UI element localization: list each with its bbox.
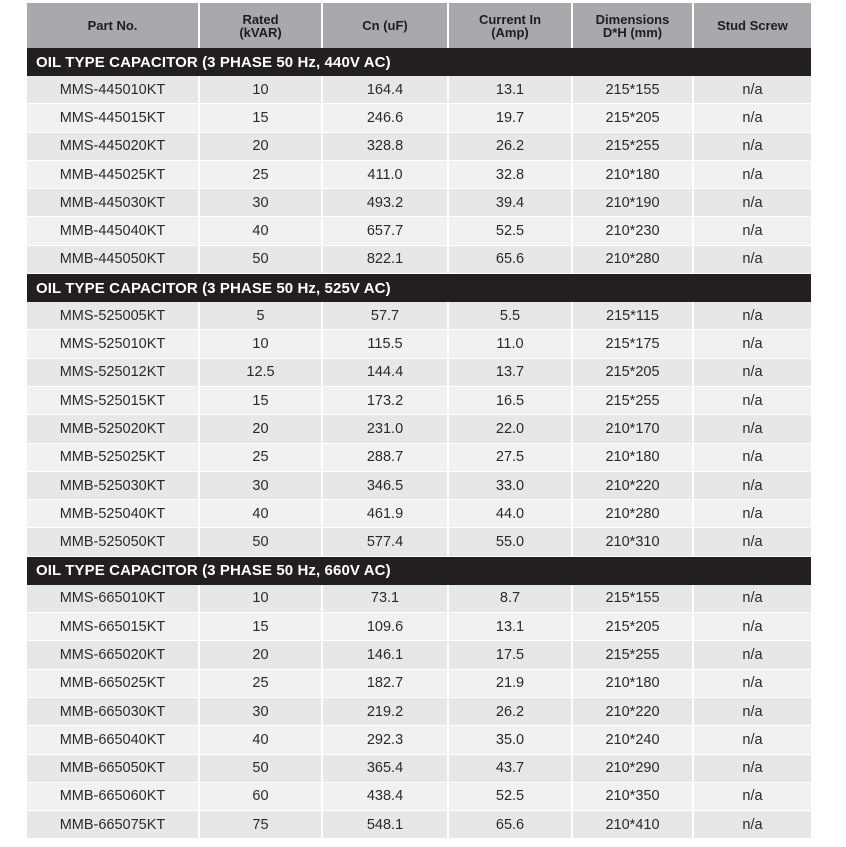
cell-rated-kvar: 25 <box>199 443 322 471</box>
cell-dimensions: 210*180 <box>572 160 693 188</box>
cell-dimensions: 210*290 <box>572 754 693 782</box>
table-row <box>27 386 811 414</box>
cell-part-no: MMS-665020KT <box>27 641 199 669</box>
cell-current-amp: 5.5 <box>448 302 572 330</box>
capacitor-spec-table-container <box>27 3 811 839</box>
cell-cn-uf: 657.7 <box>322 217 448 245</box>
cell-current-amp: 52.5 <box>448 782 572 810</box>
cell-current-amp: 35.0 <box>448 726 572 754</box>
cell-cn-uf: 146.1 <box>322 641 448 669</box>
cell-stud-screw: n/a <box>693 471 811 499</box>
cell-dimensions: 215*155 <box>572 76 693 104</box>
section-header-row <box>27 556 811 585</box>
cell-current-amp: 44.0 <box>448 500 572 528</box>
cell-current-amp: 43.7 <box>448 754 572 782</box>
table-row <box>27 697 811 725</box>
cell-rated-kvar: 15 <box>199 104 322 132</box>
cell-part-no: MMS-665015KT <box>27 613 199 641</box>
cell-part-no: MMS-525012KT <box>27 358 199 386</box>
cell-part-no: MMB-525040KT <box>27 500 199 528</box>
cell-cn-uf: 493.2 <box>322 189 448 217</box>
table-row <box>27 358 811 386</box>
cell-current-amp: 26.2 <box>448 697 572 725</box>
cell-rated-kvar: 12.5 <box>199 358 322 386</box>
cell-dimensions: 210*180 <box>572 443 693 471</box>
section-header-row <box>27 274 811 303</box>
cell-dimensions: 210*410 <box>572 811 693 839</box>
table-row <box>27 585 811 613</box>
header-cn <box>322 3 448 48</box>
cell-cn-uf: 548.1 <box>322 811 448 839</box>
cell-stud-screw: n/a <box>693 811 811 839</box>
cell-stud-screw: n/a <box>693 443 811 471</box>
cell-dimensions: 215*255 <box>572 132 693 160</box>
cell-part-no: MMB-665025KT <box>27 669 199 697</box>
cell-dimensions: 210*240 <box>572 726 693 754</box>
cell-dimensions: 210*220 <box>572 697 693 725</box>
cell-cn-uf: 57.7 <box>322 302 448 330</box>
cell-stud-screw: n/a <box>693 132 811 160</box>
cell-current-amp: 33.0 <box>448 471 572 499</box>
cell-dimensions: 215*115 <box>572 302 693 330</box>
cell-current-amp: 65.6 <box>448 245 572 273</box>
cell-cn-uf: 411.0 <box>322 160 448 188</box>
cell-dimensions: 210*170 <box>572 415 693 443</box>
cell-part-no: MMB-525025KT <box>27 443 199 471</box>
cell-dimensions: 215*255 <box>572 641 693 669</box>
cell-cn-uf: 365.4 <box>322 754 448 782</box>
table-row <box>27 471 811 499</box>
cell-cn-uf: 292.3 <box>322 726 448 754</box>
cell-dimensions: 215*205 <box>572 613 693 641</box>
header-rated-line2: (kVAR) <box>239 24 282 40</box>
cell-dimensions: 210*180 <box>572 669 693 697</box>
table-row <box>27 104 811 132</box>
cell-rated-kvar: 25 <box>199 160 322 188</box>
table-row <box>27 726 811 754</box>
table-header <box>27 3 811 48</box>
cell-part-no: MMB-525030KT <box>27 471 199 499</box>
cell-cn-uf: 288.7 <box>322 443 448 471</box>
header-cn-label: Cn (uF) <box>362 18 408 33</box>
cell-rated-kvar: 5 <box>199 302 322 330</box>
cell-part-no: MMB-665030KT <box>27 697 199 725</box>
cell-stud-screw: n/a <box>693 302 811 330</box>
header-dimensions-line2: D*H (mm) <box>602 24 663 40</box>
header-current-line1: Current In <box>478 11 542 27</box>
cell-stud-screw: n/a <box>693 669 811 697</box>
cell-current-amp: 11.0 <box>448 330 572 358</box>
cell-rated-kvar: 10 <box>199 330 322 358</box>
cell-rated-kvar: 60 <box>199 782 322 810</box>
header-stud-screw-label: Stud Screw <box>717 18 788 33</box>
table-row <box>27 245 811 273</box>
header-rated <box>199 3 322 48</box>
cell-cn-uf: 346.5 <box>322 471 448 499</box>
cell-current-amp: 55.0 <box>448 528 572 556</box>
table-row <box>27 641 811 669</box>
cell-stud-screw: n/a <box>693 613 811 641</box>
cell-rated-kvar: 40 <box>199 217 322 245</box>
header-part-no <box>27 3 199 48</box>
cell-stud-screw: n/a <box>693 500 811 528</box>
cell-current-amp: 27.5 <box>448 443 572 471</box>
cell-rated-kvar: 10 <box>199 585 322 613</box>
table-row <box>27 330 811 358</box>
table-row <box>27 500 811 528</box>
cell-stud-screw: n/a <box>693 585 811 613</box>
cell-dimensions: 210*350 <box>572 782 693 810</box>
cell-part-no: MMB-665050KT <box>27 754 199 782</box>
cell-cn-uf: 144.4 <box>322 358 448 386</box>
table-row <box>27 443 811 471</box>
cell-current-amp: 17.5 <box>448 641 572 669</box>
cell-part-no: MMS-445015KT <box>27 104 199 132</box>
cell-dimensions: 210*310 <box>572 528 693 556</box>
cell-stud-screw: n/a <box>693 726 811 754</box>
table-row <box>27 76 811 104</box>
cell-cn-uf: 822.1 <box>322 245 448 273</box>
table-row <box>27 415 811 443</box>
table-row <box>27 754 811 782</box>
cell-cn-uf: 328.8 <box>322 132 448 160</box>
cell-part-no: MMB-525050KT <box>27 528 199 556</box>
section-title: OIL TYPE CAPACITOR (3 PHASE 50 Hz, 660V AC) <box>27 556 811 585</box>
cell-cn-uf: 577.4 <box>322 528 448 556</box>
cell-cn-uf: 231.0 <box>322 415 448 443</box>
cell-rated-kvar: 50 <box>199 754 322 782</box>
cell-cn-uf: 164.4 <box>322 76 448 104</box>
cell-part-no: MMS-445010KT <box>27 76 199 104</box>
cell-stud-screw: n/a <box>693 358 811 386</box>
section-header-row <box>27 48 811 76</box>
cell-current-amp: 21.9 <box>448 669 572 697</box>
cell-cn-uf: 219.2 <box>322 697 448 725</box>
cell-stud-screw: n/a <box>693 330 811 358</box>
cell-rated-kvar: 30 <box>199 471 322 499</box>
cell-current-amp: 26.2 <box>448 132 572 160</box>
table-row <box>27 160 811 188</box>
cell-rated-kvar: 40 <box>199 500 322 528</box>
cell-current-amp: 19.7 <box>448 104 572 132</box>
cell-part-no: MMB-445050KT <box>27 245 199 273</box>
table-row <box>27 302 811 330</box>
cell-part-no: MMB-445025KT <box>27 160 199 188</box>
cell-part-no: MMB-665060KT <box>27 782 199 810</box>
table-row <box>27 132 811 160</box>
cell-current-amp: 22.0 <box>448 415 572 443</box>
cell-part-no: MMB-665075KT <box>27 811 199 839</box>
cell-rated-kvar: 10 <box>199 76 322 104</box>
cell-rated-kvar: 25 <box>199 669 322 697</box>
cell-dimensions: 210*220 <box>572 471 693 499</box>
cell-cn-uf: 173.2 <box>322 386 448 414</box>
cell-stud-screw: n/a <box>693 104 811 132</box>
cell-stud-screw: n/a <box>693 782 811 810</box>
table-row <box>27 669 811 697</box>
cell-rated-kvar: 20 <box>199 132 322 160</box>
cell-dimensions: 215*205 <box>572 104 693 132</box>
header-current-line2: (Amp) <box>491 24 529 40</box>
cell-rated-kvar: 15 <box>199 386 322 414</box>
header-row <box>27 3 811 48</box>
cell-cn-uf: 438.4 <box>322 782 448 810</box>
header-part-no-label: Part No. <box>87 18 138 33</box>
cell-rated-kvar: 20 <box>199 415 322 443</box>
cell-stud-screw: n/a <box>693 189 811 217</box>
cell-cn-uf: 182.7 <box>322 669 448 697</box>
cell-stud-screw: n/a <box>693 76 811 104</box>
cell-current-amp: 13.1 <box>448 613 572 641</box>
cell-current-amp: 13.1 <box>448 76 572 104</box>
header-rated-line1: Rated <box>242 11 279 27</box>
capacitor-spec-table <box>27 3 811 839</box>
cell-stud-screw: n/a <box>693 754 811 782</box>
header-stud-screw <box>693 3 811 48</box>
cell-rated-kvar: 40 <box>199 726 322 754</box>
cell-rated-kvar: 15 <box>199 613 322 641</box>
cell-current-amp: 8.7 <box>448 585 572 613</box>
cell-stud-screw: n/a <box>693 641 811 669</box>
cell-dimensions: 215*155 <box>572 585 693 613</box>
cell-cn-uf: 115.5 <box>322 330 448 358</box>
cell-part-no: MMS-525010KT <box>27 330 199 358</box>
cell-part-no: MMB-445040KT <box>27 217 199 245</box>
cell-stud-screw: n/a <box>693 697 811 725</box>
cell-part-no: MMS-665010KT <box>27 585 199 613</box>
cell-stud-screw: n/a <box>693 415 811 443</box>
cell-current-amp: 65.6 <box>448 811 572 839</box>
cell-dimensions: 210*280 <box>572 500 693 528</box>
cell-current-amp: 13.7 <box>448 358 572 386</box>
cell-current-amp: 52.5 <box>448 217 572 245</box>
cell-rated-kvar: 30 <box>199 697 322 725</box>
cell-rated-kvar: 75 <box>199 811 322 839</box>
table-body <box>27 48 811 839</box>
cell-part-no: MMS-525005KT <box>27 302 199 330</box>
table-row <box>27 217 811 245</box>
cell-dimensions: 215*255 <box>572 386 693 414</box>
cell-dimensions: 210*190 <box>572 189 693 217</box>
table-row <box>27 189 811 217</box>
cell-part-no: MMB-665040KT <box>27 726 199 754</box>
cell-dimensions: 210*280 <box>572 245 693 273</box>
cell-cn-uf: 246.6 <box>322 104 448 132</box>
cell-dimensions: 215*205 <box>572 358 693 386</box>
table-row <box>27 782 811 810</box>
cell-stud-screw: n/a <box>693 217 811 245</box>
cell-part-no: MMB-525020KT <box>27 415 199 443</box>
cell-stud-screw: n/a <box>693 160 811 188</box>
table-row <box>27 811 811 839</box>
cell-cn-uf: 461.9 <box>322 500 448 528</box>
cell-current-amp: 39.4 <box>448 189 572 217</box>
cell-dimensions: 215*175 <box>572 330 693 358</box>
header-dimensions <box>572 3 693 48</box>
cell-stud-screw: n/a <box>693 245 811 273</box>
cell-rated-kvar: 50 <box>199 245 322 273</box>
cell-part-no: MMS-525015KT <box>27 386 199 414</box>
cell-rated-kvar: 20 <box>199 641 322 669</box>
cell-rated-kvar: 30 <box>199 189 322 217</box>
section-title: OIL TYPE CAPACITOR (3 PHASE 50 Hz, 440V AC) <box>27 48 811 76</box>
cell-current-amp: 32.8 <box>448 160 572 188</box>
cell-cn-uf: 109.6 <box>322 613 448 641</box>
cell-part-no: MMB-445030KT <box>27 189 199 217</box>
header-current <box>448 3 572 48</box>
cell-stud-screw: n/a <box>693 528 811 556</box>
cell-cn-uf: 73.1 <box>322 585 448 613</box>
cell-current-amp: 16.5 <box>448 386 572 414</box>
table-row <box>27 613 811 641</box>
cell-part-no: MMS-445020KT <box>27 132 199 160</box>
cell-stud-screw: n/a <box>693 386 811 414</box>
section-title: OIL TYPE CAPACITOR (3 PHASE 50 Hz, 525V AC) <box>27 274 811 303</box>
header-dimensions-line1: Dimensions <box>595 11 670 27</box>
cell-rated-kvar: 50 <box>199 528 322 556</box>
cell-dimensions: 210*230 <box>572 217 693 245</box>
table-row <box>27 528 811 556</box>
